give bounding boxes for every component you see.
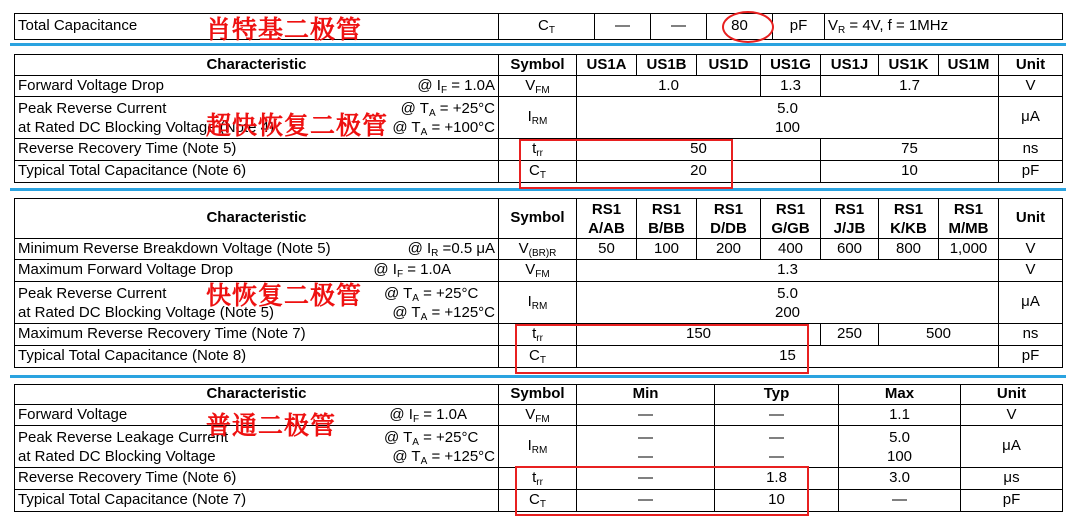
- value-cell: 1.7: [821, 76, 999, 97]
- column-header: US1G: [761, 55, 821, 76]
- symbol-cell: $C_T$: [499, 346, 577, 368]
- symbol-cell: $t_{rr}$: [499, 468, 577, 490]
- header-row: [15, 385, 1063, 405]
- symbol-cell: $C_T$: [499, 490, 577, 512]
- column-header: US1B: [637, 55, 697, 76]
- value-cell: 15: [577, 346, 999, 368]
- value-cell: 10: [715, 490, 839, 512]
- symbol-cell: $C_T$: [499, 161, 577, 183]
- value-cell: 1.8: [715, 468, 839, 490]
- column-header: Symbol: [499, 199, 577, 239]
- value-cell: 5.0 100: [577, 97, 999, 139]
- table-row: [15, 405, 1063, 426]
- column-header: Max: [839, 385, 961, 405]
- table-row: [15, 97, 1063, 139]
- value-cell: 1.3: [577, 260, 999, 282]
- value-cell: 150: [577, 324, 821, 346]
- column-header: RS1 J/JB: [821, 199, 879, 239]
- column-header: Unit: [999, 199, 1063, 239]
- table-row: [15, 139, 1063, 161]
- symbol-cell: $I_{RM}$: [499, 282, 577, 324]
- column-header: RS1 A/AB: [577, 199, 637, 239]
- unit-cell: μA: [999, 97, 1063, 139]
- column-header: RS1 G/GB: [761, 199, 821, 239]
- symbol-cell: $V_{FM}$: [499, 76, 577, 97]
- annotation-fast-recovery: 快恢复二极管: [206, 281, 363, 310]
- value-cell: 800: [879, 239, 939, 260]
- symbol-cell: $V_{FM}$: [499, 405, 577, 426]
- unit-cell: V: [999, 76, 1063, 97]
- symbol-cell: $t_{rr}$: [499, 139, 577, 161]
- value-cell: 1.1: [839, 405, 961, 426]
- column-header: US1A: [577, 55, 637, 76]
- value-cell: 1.3: [761, 76, 821, 97]
- value-cell: 1,000: [939, 239, 999, 260]
- annotation-schottky: 肖特基二极管: [206, 15, 363, 44]
- table-row: [15, 260, 1063, 282]
- unit-cell: V: [999, 260, 1063, 282]
- section-separator: [10, 43, 1066, 46]
- row-label: Peak Reverse Leakage Current @ $T_A = +25^\circ C$ at Rated DC Blocking Voltage @ $T_A = +125^\circ C$: [15, 426, 499, 468]
- value-cell: 80: [707, 14, 773, 40]
- value-cell: —: [839, 490, 961, 512]
- column-header: Symbol: [499, 55, 577, 76]
- table-row: [15, 490, 1063, 512]
- row-label: Forward Voltage Drop @ $I_F = 1.0A$: [15, 76, 499, 97]
- value-cell: 50: [577, 239, 637, 260]
- unit-cell: pF: [999, 161, 1063, 183]
- column-header: Characteristic: [15, 55, 499, 76]
- table-row: [15, 426, 1063, 468]
- table-row: [15, 76, 1063, 97]
- table-row: [15, 346, 1063, 368]
- value-cell: —: [595, 14, 651, 40]
- symbol-cell: $V_{(BR)R}$: [499, 239, 577, 260]
- row-label: Peak Reverse Current @ $T_A = +25^\circ C$ at Rated DC Blocking Voltage (Note 5) @ $T_A = +125^\circ C$: [15, 282, 499, 324]
- symbol-cell: $V_{FM}$: [499, 260, 577, 282]
- symbol-cell: $t_{rr}$: [499, 324, 577, 346]
- unit-cell: V: [999, 239, 1063, 260]
- value-cell: 100: [637, 239, 697, 260]
- row-label: Maximum Forward Voltage Drop @ $I_F = 1.0A$: [15, 260, 499, 282]
- column-header: RS1 M/MB: [939, 199, 999, 239]
- table-row: [15, 324, 1063, 346]
- column-header: Typ: [715, 385, 839, 405]
- table-row: [15, 468, 1063, 490]
- symbol-cell: $C_T$: [499, 14, 595, 40]
- value-cell: —: [577, 490, 715, 512]
- symbol-cell: $I_{RM}$: [499, 97, 577, 139]
- value-cell: —: [577, 468, 715, 490]
- value-cell: 200: [697, 239, 761, 260]
- value-cell: —: [715, 405, 839, 426]
- column-header: US1M: [939, 55, 999, 76]
- value-cell: — —: [715, 426, 839, 468]
- column-header: US1J: [821, 55, 879, 76]
- column-header: Characteristic: [15, 385, 499, 405]
- annotation-ultrafast: 超快恢复二极管: [206, 111, 389, 140]
- unit-cell: ns: [999, 324, 1063, 346]
- table-row: [15, 14, 1063, 40]
- column-header: RS1 K/KB: [879, 199, 939, 239]
- section-separator: [10, 375, 1066, 378]
- row-label: Typical Total Capacitance (Note 8): [15, 346, 499, 368]
- unit-cell: V: [961, 405, 1063, 426]
- row-label: Reverse Recovery Time (Note 5): [15, 139, 499, 161]
- column-header: RS1 D/DB: [697, 199, 761, 239]
- value-cell: 75: [821, 139, 999, 161]
- unit-cell: ns: [999, 139, 1063, 161]
- value-cell: —: [577, 405, 715, 426]
- column-header: Unit: [961, 385, 1063, 405]
- symbol-cell: $I_{RM}$: [499, 426, 577, 468]
- column-header: Min: [577, 385, 715, 405]
- annotation-standard: 普通二极管: [206, 411, 337, 440]
- unit-cell: pF: [773, 14, 825, 40]
- value-cell: —: [651, 14, 707, 40]
- header-row: [15, 199, 1063, 239]
- column-header: US1D: [697, 55, 761, 76]
- value-cell: 5.0 200: [577, 282, 999, 324]
- section-separator: [10, 188, 1066, 191]
- value-cell: 10: [821, 161, 999, 183]
- value-cell: 400: [761, 239, 821, 260]
- row-label: Peak Reverse Current @ $T_A = +25^\circ C$ at Rated DC Blocking Voltage (Note 4) @ $T_A = +100^\circ C$: [15, 97, 499, 139]
- unit-cell: μs: [961, 468, 1063, 490]
- top-capacitance-table: [14, 13, 1063, 40]
- standard-diode-table: [14, 384, 1063, 512]
- header-row: [15, 55, 1063, 76]
- condition-cell: $V_R = 4V$, f = 1MHz: [825, 14, 1063, 40]
- table-row: [15, 282, 1063, 324]
- ultrafast-diode-table: [14, 54, 1063, 183]
- row-label: Total Capacitance: [15, 14, 499, 40]
- value-cell: 250: [821, 324, 879, 346]
- fast-recovery-diode-table: [14, 198, 1063, 368]
- row-label: Typical Total Capacitance (Note 7): [15, 490, 499, 512]
- row-label: Reverse Recovery Time (Note 6): [15, 468, 499, 490]
- value-cell: 600: [821, 239, 879, 260]
- table-row: [15, 239, 1063, 260]
- value-cell: 1.0: [577, 76, 761, 97]
- row-label: Minimum Reverse Breakdown Voltage (Note 5) @ $I_R =0.5$ μA: [15, 239, 499, 260]
- value-cell: 500: [879, 324, 999, 346]
- value-cell: — —: [577, 426, 715, 468]
- column-header: Characteristic: [15, 199, 499, 239]
- unit-cell: μA: [961, 426, 1063, 468]
- value-cell: 3.0: [839, 468, 961, 490]
- value-cell: 50: [577, 139, 821, 161]
- value-cell: 5.0 100: [839, 426, 961, 468]
- column-header: Unit: [999, 55, 1063, 76]
- row-label: Typical Total Capacitance (Note 6): [15, 161, 499, 183]
- column-header: Symbol: [499, 385, 577, 405]
- column-header: RS1 B/BB: [637, 199, 697, 239]
- unit-cell: μA: [999, 282, 1063, 324]
- table-row: [15, 161, 1063, 183]
- row-label: Forward Voltage @ $I_F = 1.0A$: [15, 405, 499, 426]
- value-cell: 20: [577, 161, 821, 183]
- unit-cell: pF: [961, 490, 1063, 512]
- row-label: Maximum Reverse Recovery Time (Note 7): [15, 324, 499, 346]
- unit-cell: pF: [999, 346, 1063, 368]
- column-header: US1K: [879, 55, 939, 76]
